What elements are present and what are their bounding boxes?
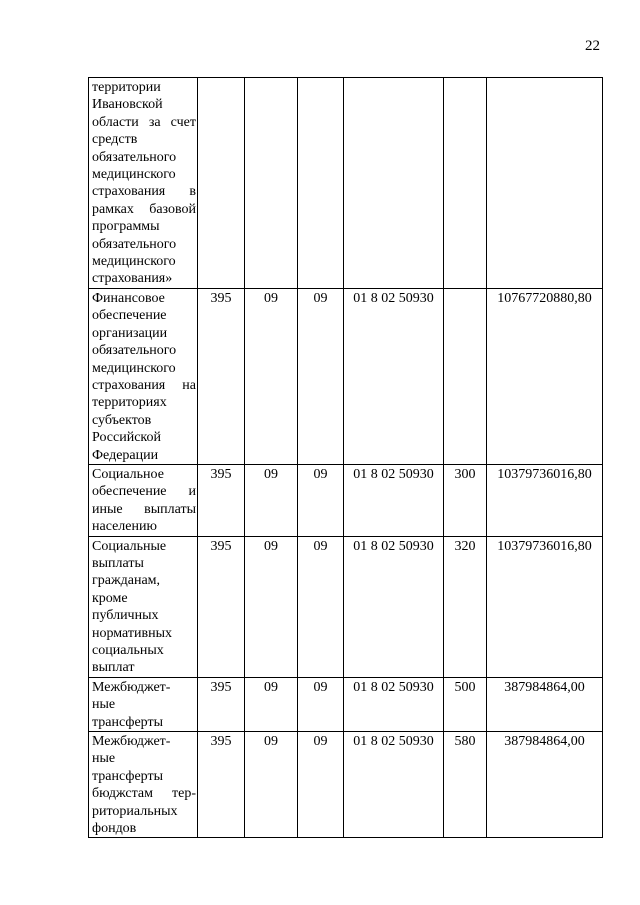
subsection-cell: 09	[298, 464, 344, 536]
gov-code-cell: 395	[198, 677, 245, 731]
section-cell	[245, 78, 298, 289]
row-name-cell	[89, 78, 198, 289]
section-cell: 09	[245, 536, 298, 677]
row-name-cell	[89, 464, 198, 536]
name-line: публичных	[92, 608, 159, 624]
table-row	[89, 677, 603, 731]
expense-type-cell	[444, 288, 487, 464]
target-article-cell	[344, 78, 444, 289]
amount-cell: 10767720880,80	[487, 288, 603, 464]
target-article-cell: 01 8 02 50930	[344, 732, 444, 838]
name-line: обеспечение и	[92, 484, 196, 500]
name-line: территориях	[92, 395, 167, 411]
row-name-cell	[89, 288, 198, 464]
amount-cell: 10379736016,80	[487, 536, 603, 677]
name-line: обязательного	[92, 236, 177, 252]
name-line: кроме	[92, 590, 128, 606]
row-name-cell	[89, 536, 198, 677]
section-cell: 09	[245, 732, 298, 838]
expense-type-cell: 580	[444, 732, 487, 838]
name-line: трансферты	[92, 768, 164, 784]
name-line: населению	[92, 519, 157, 535]
name-line: медицинского	[92, 254, 176, 270]
target-article-cell: 01 8 02 50930	[344, 288, 444, 464]
gov-code-cell	[198, 78, 245, 289]
name-line: трансферты	[92, 714, 164, 730]
subsection-cell: 09	[298, 732, 344, 838]
name-line: страхования на	[92, 377, 196, 393]
name-line: Социальные	[92, 538, 167, 554]
name-line: средств	[92, 132, 138, 148]
gov-code-cell: 395	[198, 464, 245, 536]
gov-code-cell: 395	[198, 536, 245, 677]
name-line: программы	[92, 219, 160, 235]
name-line: гражданам,	[92, 573, 161, 589]
target-article-cell: 01 8 02 50930	[344, 677, 444, 731]
expense-type-cell: 320	[444, 536, 487, 677]
table-row	[89, 536, 603, 677]
name-line: обязательного	[92, 343, 177, 359]
gov-code-cell: 395	[198, 732, 245, 838]
name-line: территории	[92, 80, 161, 95]
section-cell: 09	[245, 464, 298, 536]
name-line: Ивановской	[92, 97, 163, 113]
name-line: обеспечение	[92, 308, 167, 324]
name-line: социальных	[92, 643, 164, 658]
name-line: медицинского	[92, 167, 176, 183]
name-line: обязательного	[92, 149, 177, 165]
table-row	[89, 732, 603, 838]
amount-cell: 387984864,00	[487, 732, 603, 838]
section-cell: 09	[245, 288, 298, 464]
page-number: 22	[585, 38, 600, 54]
name-line: риториальных	[92, 803, 178, 819]
target-article-cell: 01 8 02 50930	[344, 536, 444, 677]
name-line: Межбюджет-	[92, 734, 171, 750]
gov-code-cell: 395	[198, 288, 245, 464]
name-line: медицинского	[92, 360, 176, 376]
budget-table	[88, 77, 603, 838]
name-line: бюджстам тер-	[92, 786, 196, 802]
name-line: субъектов	[92, 412, 152, 428]
row-name-cell	[89, 677, 198, 731]
section-cell: 09	[245, 677, 298, 731]
name-line: страхования в	[92, 184, 196, 200]
row-name-cell	[89, 732, 198, 838]
subsection-cell: 09	[298, 677, 344, 731]
expense-type-cell	[444, 78, 487, 289]
name-line: Социальное	[92, 466, 164, 482]
expense-type-cell: 500	[444, 677, 487, 731]
name-line: страхования»	[92, 271, 173, 287]
name-line: фондов	[92, 821, 137, 837]
name-line: области за счет	[92, 114, 196, 130]
expense-type-cell: 300	[444, 464, 487, 536]
name-line: ные	[92, 751, 116, 767]
name-line: иные выплаты	[92, 501, 196, 517]
name-line: нормативных	[92, 625, 173, 641]
subsection-cell: 09	[298, 288, 344, 464]
subsection-cell	[298, 78, 344, 289]
amount-cell: 10379736016,80	[487, 464, 603, 536]
amount-cell: 387984864,00	[487, 677, 603, 731]
table-row	[89, 78, 603, 289]
table-row	[89, 288, 603, 464]
name-line: Межбюджет-	[92, 679, 171, 695]
name-line: Российской	[92, 430, 161, 446]
target-article-cell: 01 8 02 50930	[344, 464, 444, 536]
name-line: ные	[92, 697, 116, 713]
name-line: рамках базовой	[92, 201, 196, 217]
name-line: Финансовое	[92, 290, 165, 306]
name-line: выплат	[92, 660, 135, 676]
table-row	[89, 464, 603, 536]
subsection-cell: 09	[298, 536, 344, 677]
amount-cell	[487, 78, 603, 289]
name-line: организации	[92, 325, 168, 341]
name-line: выплаты	[92, 555, 144, 571]
name-line: Федерации	[92, 447, 159, 463]
